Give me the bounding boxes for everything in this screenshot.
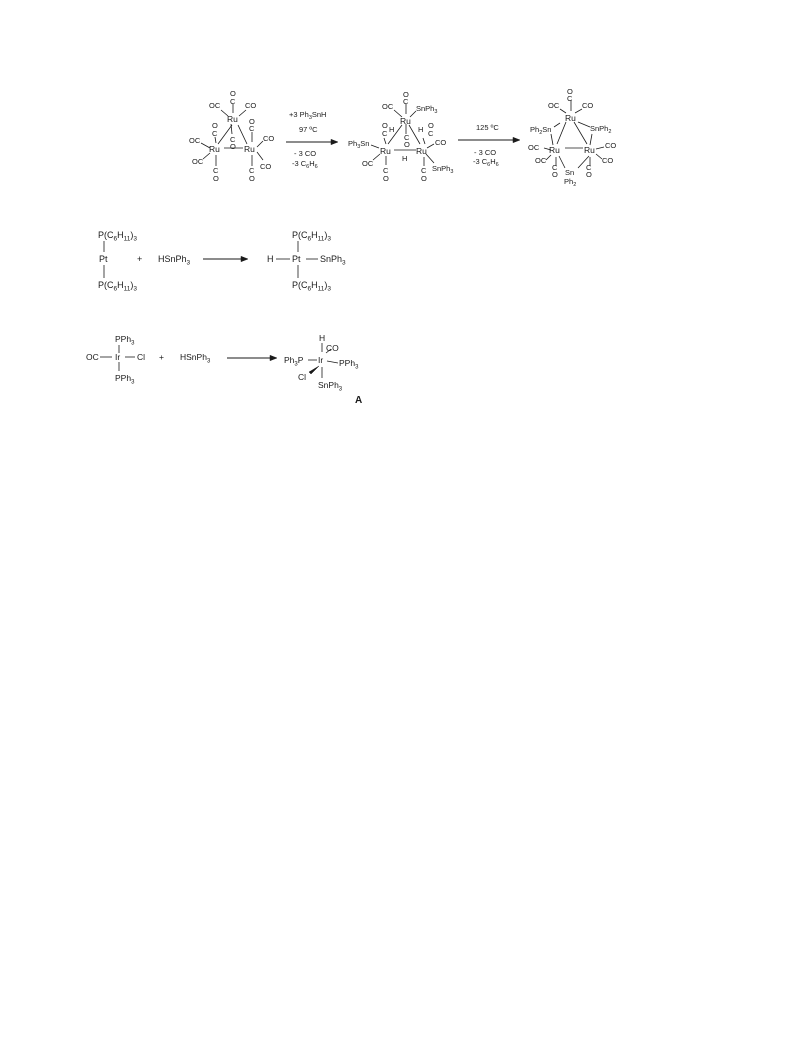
label-c: C [212,129,218,138]
label-c: C [552,163,558,172]
arrow1-reagent: +3 $Ph_3SnH$ [289,110,327,121]
label-o: O [404,140,410,149]
label-c: C [586,163,592,172]
label-ph2: $Ph_2$ [564,177,577,188]
label-h: H [319,333,326,343]
label-o: O [421,174,427,183]
label-ru-right: Ru [244,144,255,154]
reaction-arrow-3 [203,256,248,261]
plus-sign: + [137,254,143,264]
label-co: CO [602,156,614,165]
label-co: CO [263,134,275,143]
label-pcy3-top: $P(C_6H_{11})_3$ [292,230,331,243]
label-c: C [383,166,389,175]
label-pcy3-bottom: $P(C_6H_{11})_3$ [292,280,331,293]
label-co: CO [326,343,339,353]
label-o: O [230,142,236,151]
pt-hydride-stannyl-product [267,230,346,293]
reaction-arrow-4 [227,355,277,360]
ir-oxidative-addition-product-A [284,333,362,406]
label-h: H [389,125,395,134]
label-pcy3-top: $P(C_6H_{11})_3$ [98,230,137,243]
label-ru-top: Ru [400,116,411,126]
label-snph2: SnPh$_2$ [590,124,612,135]
label-o: O [552,170,558,179]
label-pcy3-bottom: $P(C_6H_{11})_3$ [98,280,137,293]
label-c: C [249,124,255,133]
ru3-stannylene-product [528,87,616,188]
label-oc: OC [86,352,99,362]
plus-sign: + [159,352,164,362]
label-pph3-top: PPh$_3$ [115,334,135,347]
label-ph3sn: $Ph_3Sn$ [348,139,370,150]
label-co: CO [260,162,272,171]
label-ir: Ir [115,352,121,362]
label-cl: Cl [298,372,307,382]
reaction-3 [86,333,362,406]
reaction-arrow-2 [458,123,520,168]
label-o: O [249,174,255,183]
label-c: C [230,135,236,144]
label-h: H [418,125,424,134]
arrow2-temperature: 125 ºC [476,123,499,132]
arrow2-loss-co: - 3 CO [474,148,497,157]
label-c: C [382,129,388,138]
label-oc: OC [528,143,540,152]
label-oc: OC [192,157,204,166]
arrow2-loss-benzene: -3 $C_6H_6$ [473,157,499,168]
label-c: C [421,166,427,175]
label-o: O [428,121,434,130]
label-oc: OC [362,159,374,168]
label-o: O [212,121,218,130]
label-snph3: SnPh$_3$ [320,254,346,267]
label-h: H [402,154,408,163]
label-o: O [382,121,388,130]
label-c: C [230,97,236,106]
label-o: O [213,174,219,183]
reagent-hsnph3: HSnPh$_3$ [180,352,211,365]
reaction-1 [189,87,616,188]
label-c: C [249,166,255,175]
wedge-bond [309,366,319,374]
label-pph3: PPh$_3$ [339,358,359,371]
label-snph3: SnPh$_3$ [432,164,454,175]
label-co: CO [245,101,257,110]
label-ph2sn: $Ph_2Sn$ [530,125,552,136]
label-ru-left: Ru [209,144,220,154]
label-ru-right: Ru [416,146,427,156]
label-oc: OC [209,101,221,110]
arrow1-temperature: 97 ºC [299,125,318,134]
compound-label-a: A [355,395,363,406]
label-ph3p: $Ph_3P$ [284,355,304,368]
label-ru-top: Ru [565,113,576,123]
label-oc: OC [189,136,201,145]
label-ir: Ir [318,355,324,365]
label-ru-left: Ru [549,145,560,155]
label-pph3-bottom: PPh$_3$ [115,373,135,386]
label-oc: OC [548,101,560,110]
label-h: H [267,254,274,264]
label-o: O [586,170,592,179]
arrow1-loss-benzene: -3 $C_6H_6$ [292,159,318,170]
ru3-tin-hydride-intermediate [348,90,453,183]
label-snph3: SnPh$_3$ [318,380,343,393]
label-oc: OC [382,102,394,111]
label-ru-right: Ru [584,145,595,155]
label-o: O [383,174,389,183]
label-o: O [567,87,573,96]
label-c: C [403,97,409,106]
pt-pcy3-2-structure [98,230,137,293]
vaska-complex-structure [86,334,145,386]
label-o: O [249,117,255,126]
label-co: CO [435,138,447,147]
reaction-arrow-1 [286,110,338,170]
label-ru-left: Ru [380,146,391,156]
label-c: C [213,166,219,175]
label-ru-top: Ru [227,114,238,124]
reaction-2 [98,230,346,293]
label-snph3: SnPh$_3$ [416,104,438,115]
reagent-hsnph3: HSnPh$_3$ [158,254,191,267]
label-cl: Cl [137,352,146,362]
label-c: C [428,129,434,138]
label-c: C [404,133,410,142]
arrow1-loss-co: - 3 CO [294,149,317,158]
label-o: O [403,90,409,99]
label-co: CO [582,101,594,110]
label-pt: Pt [292,254,301,264]
label-sn-bridge: Sn [565,168,575,177]
label-c: C [567,94,573,103]
ru3-co12-structure [189,89,274,183]
label-pt: Pt [99,254,108,264]
label-o: O [230,89,236,98]
label-co: CO [605,141,617,150]
label-oc: OC [535,156,547,165]
